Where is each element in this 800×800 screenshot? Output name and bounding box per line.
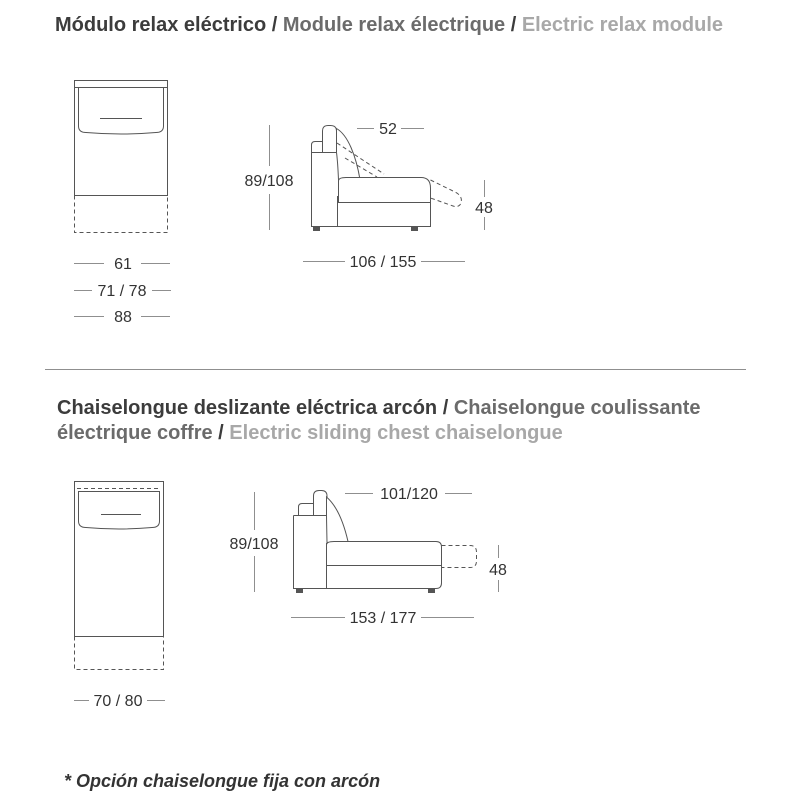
back-cushion xyxy=(327,497,349,543)
seat-depth-dimension-label: 52 xyxy=(379,121,397,138)
leg-front xyxy=(428,589,435,593)
back-frame-top xyxy=(299,504,314,516)
back-cushion xyxy=(337,129,361,181)
seat-height-dimension-label: 48 xyxy=(489,562,507,579)
chaiselongue-plan-view xyxy=(75,482,164,670)
width-dimension-label: 106 / 155 xyxy=(349,254,417,271)
plan-dimension-label-1: 70 / 80 xyxy=(93,693,143,710)
sliding-extension-outline xyxy=(75,637,164,670)
headrest xyxy=(323,126,337,153)
plan-dimension-label-1: 61 xyxy=(114,256,132,273)
height-dimension-label: 89/108 xyxy=(244,173,294,190)
footnote: * Opción chaiselongue fija con arcón xyxy=(64,771,381,791)
title-french: Chaiselongue coulissante électrique coffre xyxy=(57,397,701,444)
seat-height-dimension-label: 48 xyxy=(475,200,493,217)
seat-depth-dimension-label: 101/120 xyxy=(380,486,438,503)
headrest xyxy=(314,491,328,516)
chaiselongue-plan-dimensions xyxy=(74,693,165,710)
section-title-relax-module xyxy=(55,13,785,38)
chaise-extension-outline xyxy=(442,546,477,568)
title-spanish: Módulo relax eléctrico xyxy=(55,14,267,36)
title-english: Electric relax module xyxy=(521,14,724,36)
seat-cushion xyxy=(339,178,431,203)
title-separator: / xyxy=(442,397,449,419)
chaiselongue-side-view xyxy=(294,491,477,594)
section-title-chaiselongue xyxy=(57,396,757,446)
back-frame-top xyxy=(312,142,323,153)
height-dimension-label: 89/108 xyxy=(229,536,279,553)
plan-outline xyxy=(75,81,168,196)
leg-rear xyxy=(296,589,303,593)
title-separator: / xyxy=(510,14,517,36)
backrest-cushion-plan xyxy=(75,88,168,135)
footrest-extension-outline xyxy=(431,180,462,207)
title-spanish: Chaiselongue deslizante eléctrica arcón xyxy=(57,397,438,419)
leg-front xyxy=(411,227,418,231)
title-french: Module relax électrique xyxy=(282,14,506,36)
relax-module-side-view xyxy=(312,126,462,232)
plan-dimension-label-3: 88 xyxy=(114,309,132,326)
chaise-seat-cushion xyxy=(327,542,442,566)
recline-extension-outline xyxy=(75,196,168,233)
leg-rear xyxy=(313,227,320,231)
title-english: Electric sliding chest chaiselongue xyxy=(229,422,563,444)
title-separator: / xyxy=(218,422,224,444)
backrest-cushion-plan xyxy=(79,492,160,530)
width-dimension-label: 153 / 177 xyxy=(349,610,417,627)
title-separator: / xyxy=(271,14,278,36)
plan-dimension-label-2: 71 / 78 xyxy=(97,283,147,300)
relax-module-plan-view xyxy=(75,81,168,233)
plan-outline xyxy=(75,482,164,637)
relax-module-plan-dimensions xyxy=(74,256,171,326)
